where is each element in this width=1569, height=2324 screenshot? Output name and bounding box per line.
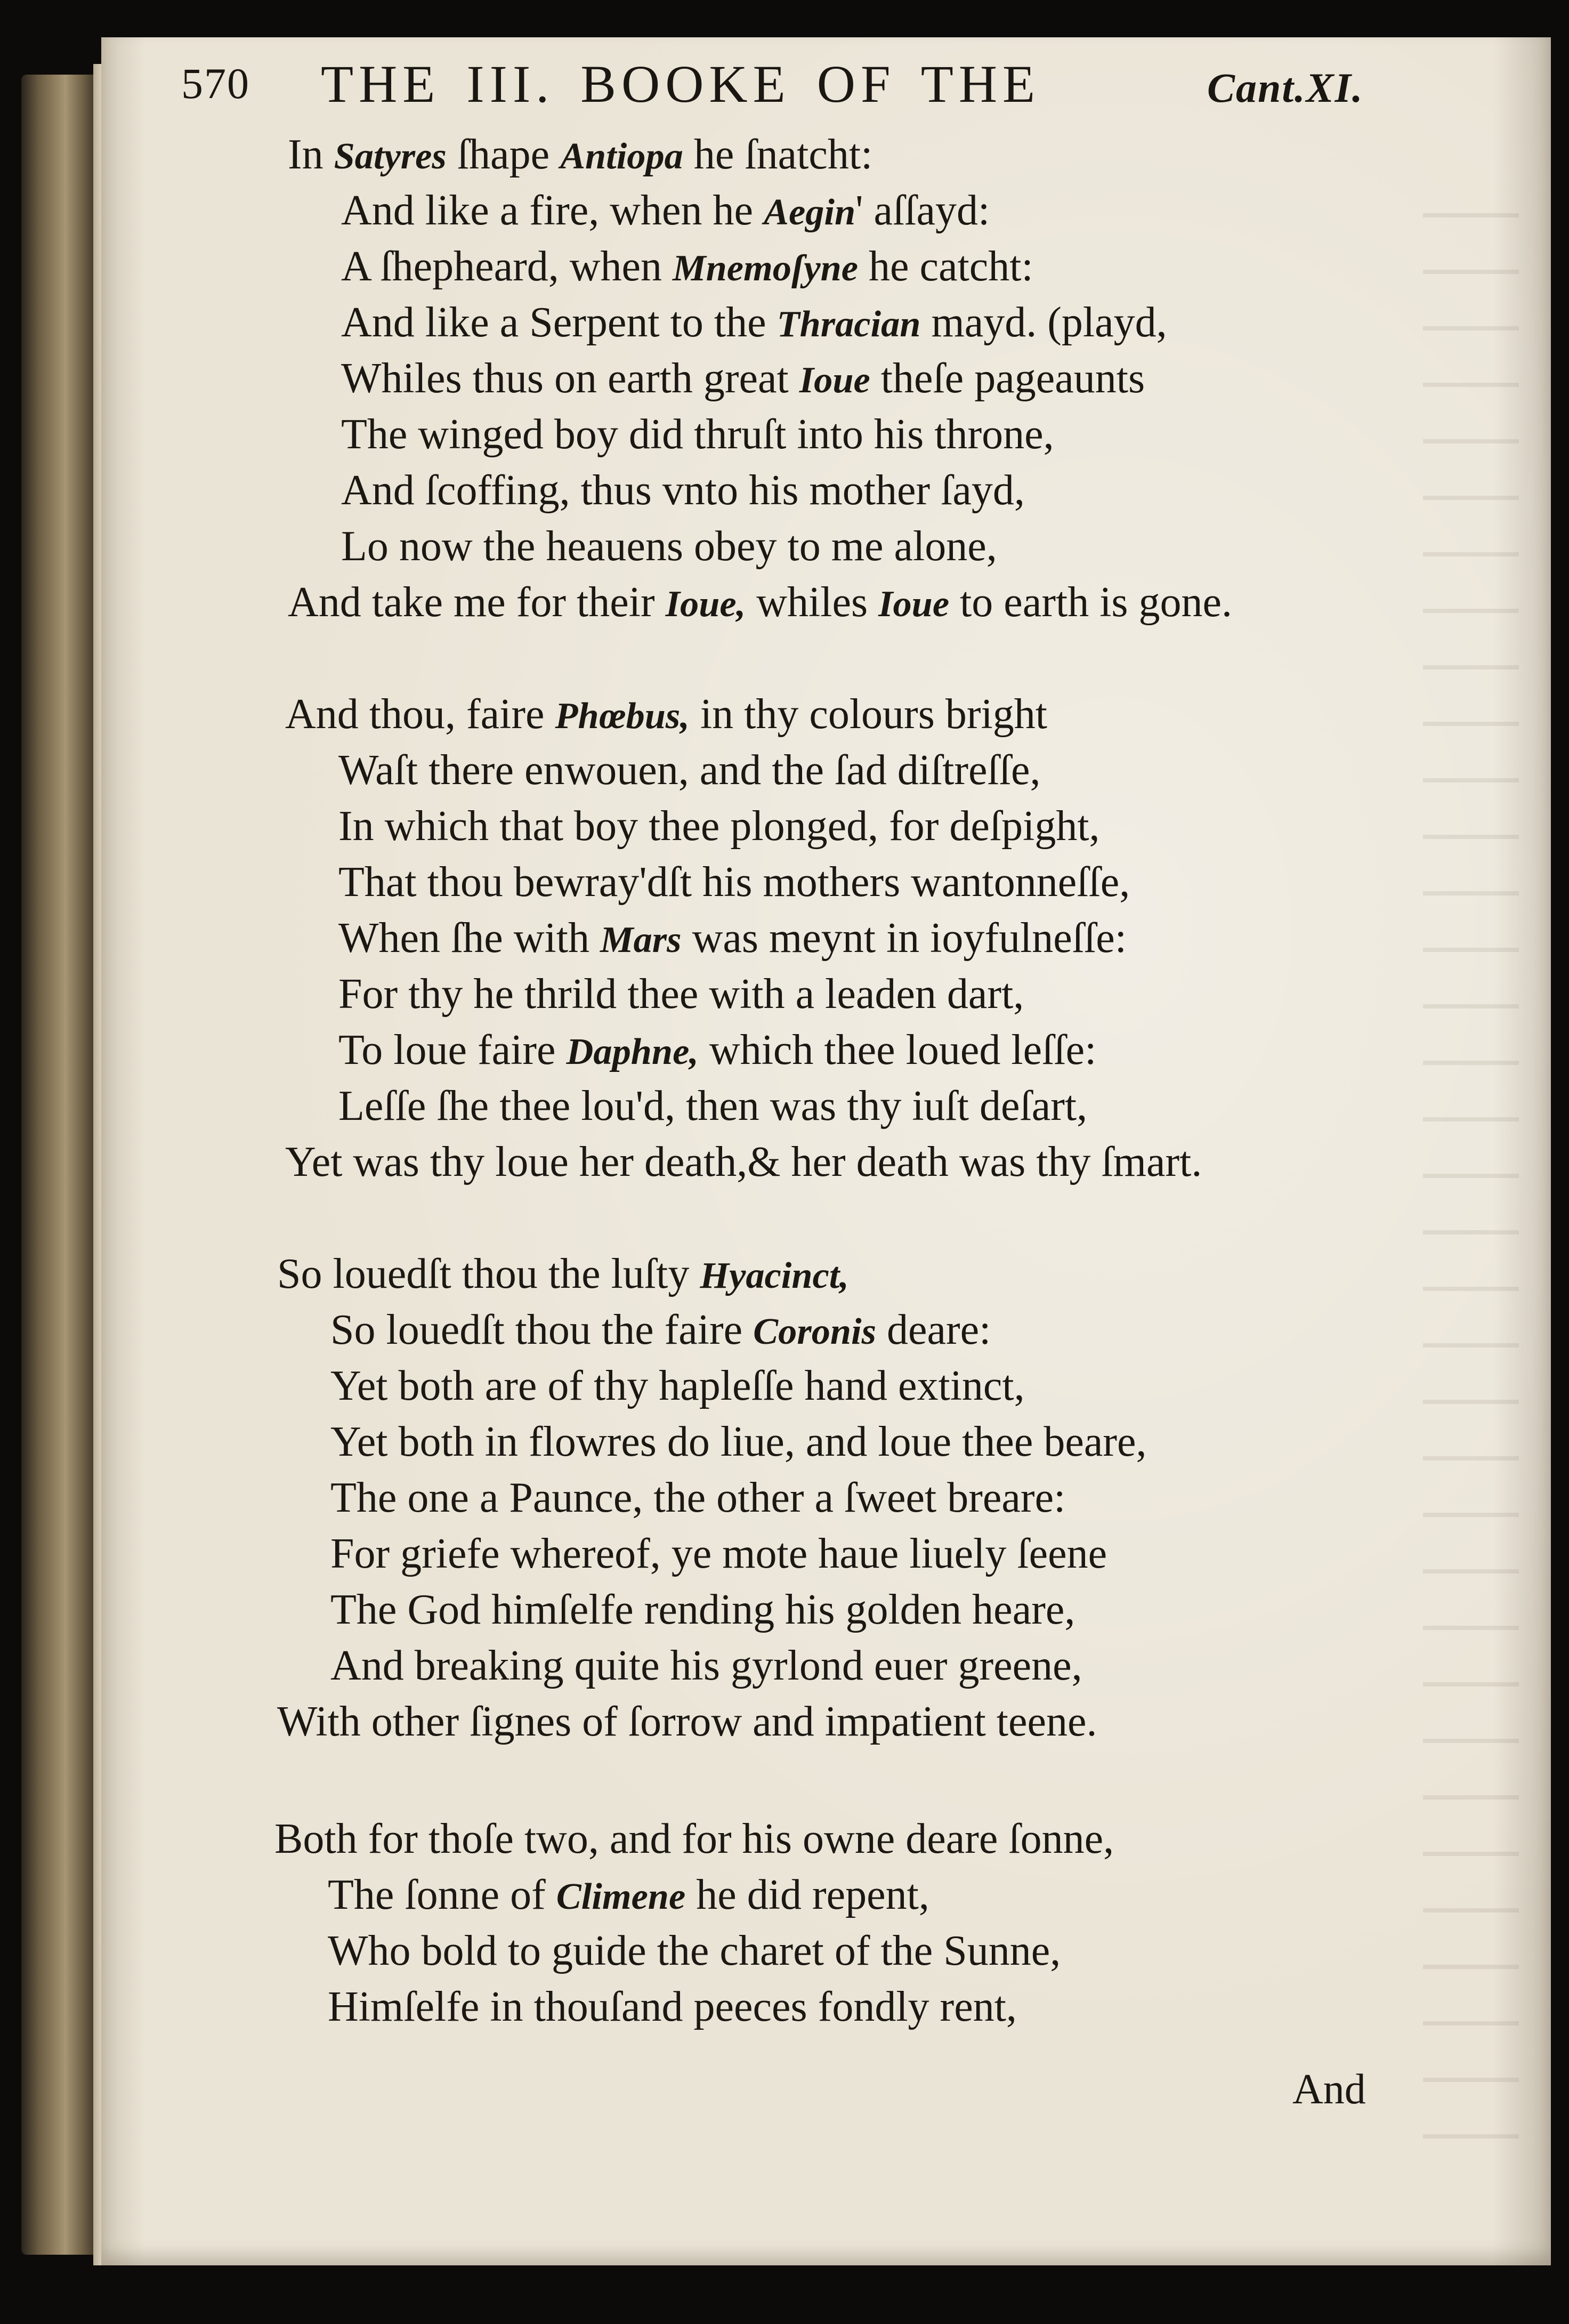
verse-line	[338, 971, 1024, 1018]
canto-reference: Cant.XI.	[1207, 64, 1364, 111]
verse-line	[338, 1085, 1087, 1127]
italic-name: Antiopa	[560, 135, 683, 177]
verse-text: Leſſe ſhe thee lou'd, then was thy iuſt deſart,	[338, 1083, 1088, 1129]
verse-line	[338, 859, 1130, 906]
verse-text: ſhape	[446, 131, 561, 178]
verse-text: he catcht:	[858, 243, 1033, 290]
verse-text: mayd. (playd,	[920, 299, 1167, 346]
verse-text: he did repent,	[685, 1871, 929, 1918]
verse-line	[330, 1418, 1147, 1465]
verse-line	[328, 1983, 1017, 2030]
verse-text: Yet both in flowres do liue, and loue thee beare,	[330, 1418, 1147, 1465]
verse-text: And thou, faire	[285, 691, 555, 738]
verse-line	[338, 1027, 1097, 1074]
verse-line	[285, 693, 1047, 736]
italic-name: Mars	[600, 919, 682, 961]
verse-text: A ſhepheard, when	[341, 243, 673, 290]
verse-line	[338, 749, 1041, 792]
verse-text: was meynt in ioyfulneſſe:	[681, 915, 1127, 962]
verse-text: In	[288, 131, 334, 178]
verse-line	[330, 1588, 1075, 1631]
verse-text: in thy colours bright	[689, 691, 1047, 738]
verse-text: With other ſignes of ſorrow and impatient teene.	[277, 1698, 1097, 1745]
verse-text: Himſelfe in thouſand peeces fondly rent,	[328, 1983, 1017, 2030]
verse-text: The one a Paunce, the other a ſweet breare:	[330, 1474, 1066, 1521]
verse-line	[288, 581, 1232, 624]
verse-text: The God himſelfe rending his golden heare,	[330, 1586, 1075, 1633]
verse-text: And like a Serpent to the	[341, 299, 777, 346]
verse-text: So louedſt thou the luſty	[277, 1250, 700, 1297]
verse-text: In which that boy thee plonged, for deſpight,	[338, 803, 1100, 850]
verse-text: For griefe whereof, ye mote haue liuely ſeene	[330, 1530, 1107, 1577]
verse-line	[330, 1476, 1065, 1519]
verse-text: Both for thoſe two, and for his owne deare ſonne,	[274, 1815, 1114, 1862]
verse-line	[341, 189, 990, 232]
verse-text: to earth is gone.	[949, 579, 1233, 626]
verse-text: Yet was thy loue her death,& her death was thy ſmart.	[285, 1139, 1202, 1185]
catchword: And	[1292, 2066, 1366, 2113]
verse-text: So louedſt thou the faire	[330, 1306, 754, 1353]
verse-text: deare:	[876, 1306, 991, 1353]
italic-name: Thracian	[777, 303, 921, 345]
book-title: THE III. BOOKE OF THE	[321, 54, 1041, 114]
verse-line	[330, 1362, 1025, 1409]
verse-text: The winged boy did thruſt into his throne,	[341, 411, 1054, 458]
verse-line	[288, 133, 872, 176]
italic-name: Aegin	[764, 191, 856, 233]
verse-text: Yet both are of thy hapleſſe hand extinct,	[330, 1362, 1025, 1409]
italic-name: Ioue,	[665, 583, 746, 625]
verse-line	[274, 1815, 1114, 1862]
italic-name: Coronis	[753, 1311, 877, 1352]
italic-name: Ioue	[799, 359, 870, 401]
italic-name: Mnemoſyne	[673, 247, 859, 289]
verse-text: And breaking quite his gyrlond euer greene,	[330, 1642, 1082, 1689]
verse-text: Waſt there enwouen, and the ſad diſtreſſe,	[338, 747, 1041, 794]
verse-text: That thou bewray'dſt his mothers wantonneſſe,	[338, 859, 1130, 906]
verse-text: And take me for their	[288, 579, 666, 626]
verse-text: To loue faire	[338, 1027, 567, 1074]
verse-text: he ſnatcht:	[683, 131, 873, 178]
verse-text: whiles	[746, 579, 879, 626]
verse-text: And like a fire, when he	[341, 187, 764, 234]
italic-name: Hyacinct,	[700, 1255, 849, 1296]
verse-line	[341, 245, 1033, 288]
italic-name: Ioue	[878, 583, 950, 625]
verse-line	[341, 413, 1054, 456]
verse-text: For thy he thrild thee with a leaden dart,	[338, 971, 1024, 1018]
italic-name: Daphne,	[566, 1031, 699, 1072]
verse-line	[341, 301, 1167, 344]
verse-text: The ſonne of	[328, 1871, 556, 1918]
verse-line	[330, 1532, 1107, 1575]
verse-text: When ſhe with	[338, 915, 600, 962]
verse-text: Lo now the heauens obey to me alone,	[341, 523, 997, 570]
page-number: 570	[181, 59, 250, 108]
italic-name: Climene	[556, 1876, 686, 1917]
verse-line	[338, 805, 1100, 848]
verse-line	[330, 1644, 1082, 1687]
verse-line	[328, 1871, 929, 1918]
verse-text: theſe pageaunts	[870, 355, 1145, 402]
verse-line	[277, 1700, 1097, 1743]
verse-line	[330, 1306, 991, 1353]
verse-text: Who bold to guide the charet of the Sunne,	[328, 1927, 1061, 1974]
verse-text: And ſcoffing, thus vnto his mother ſayd,	[341, 467, 1025, 514]
verse-line	[341, 525, 997, 568]
verse-line	[341, 469, 1025, 512]
verse-text: Whiles thus on earth great	[341, 355, 799, 402]
italic-name: Satyres	[334, 135, 447, 177]
verse-line	[341, 357, 1145, 400]
verse-text: which thee loued leſſe:	[698, 1027, 1097, 1074]
verse-line	[338, 915, 1127, 962]
verse-line	[277, 1250, 849, 1297]
verse-text: ' aſſayd:	[855, 187, 990, 234]
italic-name: Phœbus,	[555, 695, 690, 737]
verse-line	[328, 1927, 1061, 1974]
verse-line	[285, 1141, 1202, 1183]
